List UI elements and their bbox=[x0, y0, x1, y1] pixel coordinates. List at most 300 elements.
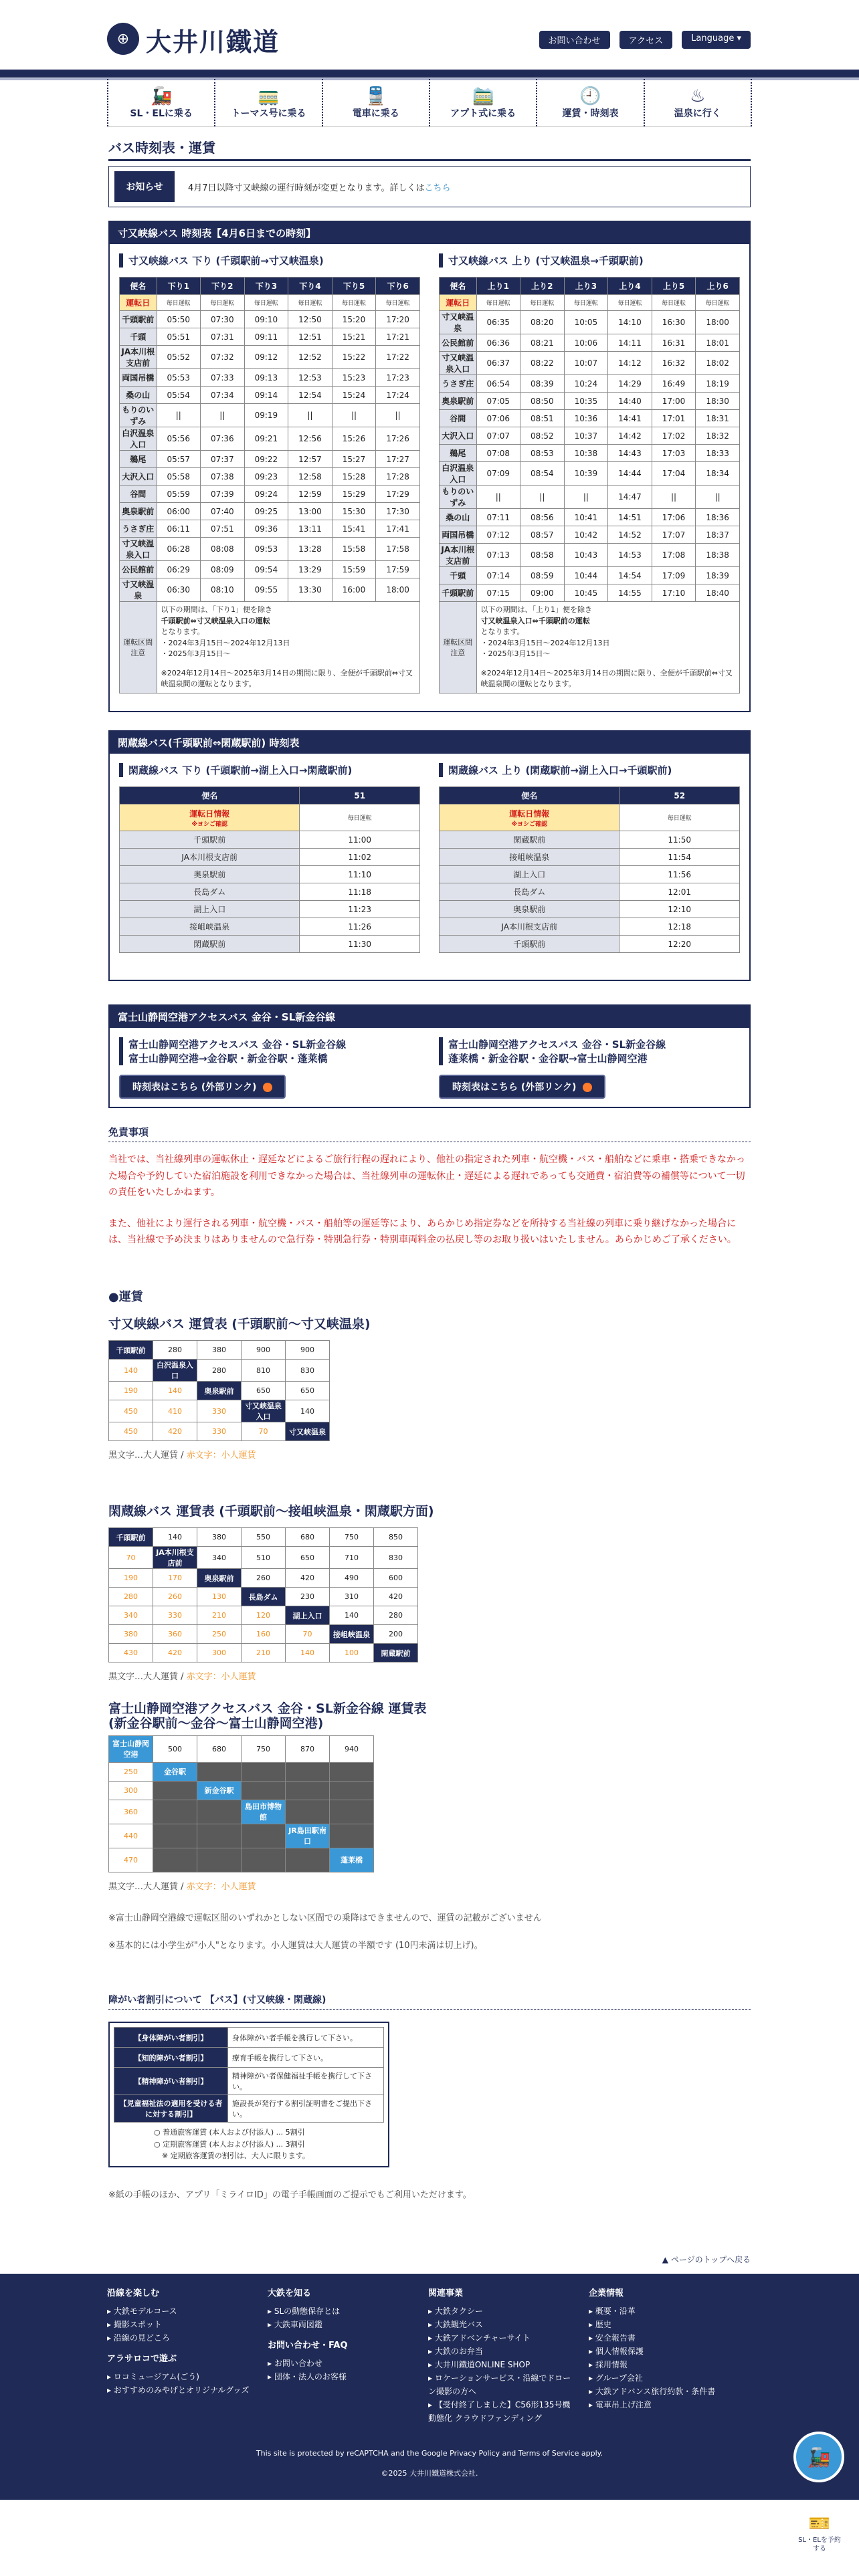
time-cell: 05:50 bbox=[157, 311, 201, 328]
time-cell: 12:53 bbox=[288, 369, 332, 387]
copyright: ©2025 大井川鐵道株式会社. bbox=[381, 2469, 478, 2478]
time-cell: 12:01 bbox=[619, 883, 740, 901]
fare-row bbox=[109, 1588, 418, 1606]
nav-item-1[interactable] bbox=[214, 79, 321, 126]
fare-row bbox=[109, 1547, 418, 1569]
fare-cell: 680 bbox=[286, 1528, 330, 1547]
disclaimer-p1: 当社では、当社線列車の運転休止・遅延などによるご旅行行程の遅れにより、他社の指定された列車・航空機・バス・船舶などに乗車・搭乗できなかった場合や予約していた宿泊施設を利用できなかった場合は、当社線列車の運転休止・遅延による遅れであっても交通費・宿泊費等の補償等について一切の責任をいたしかねます。 bbox=[108, 1154, 745, 1198]
fare-cell: 900 bbox=[286, 1341, 330, 1360]
site-logo[interactable]: 大井川鐵道 bbox=[146, 27, 280, 57]
fare-cell: 280 bbox=[374, 1606, 418, 1625]
table-row bbox=[440, 393, 740, 410]
time-cell: 17:27 bbox=[376, 451, 420, 468]
time-cell: 07:15 bbox=[476, 584, 520, 602]
fare-stop: 閑蔵駅前 bbox=[374, 1644, 418, 1662]
time-cell: 14:43 bbox=[608, 445, 652, 462]
time-cell: 18:19 bbox=[696, 375, 740, 393]
time-cell: 08:57 bbox=[520, 526, 565, 544]
nav-item-3[interactable] bbox=[429, 79, 536, 126]
discount-type: 【精神障がい者割引】 bbox=[114, 2068, 228, 2095]
fare-cell: 340 bbox=[109, 1606, 153, 1625]
fare-cell: 440 bbox=[109, 1824, 153, 1848]
fare-cell: 360 bbox=[109, 1800, 153, 1824]
fare-cell: 280 bbox=[153, 1341, 197, 1360]
sumata-down-table bbox=[119, 277, 420, 693]
fuji-fare-title: 富士山静岡空港アクセスバス 金谷・SL新金谷線 運賃表 (新金谷駅前〜金谷〜富士山静岡空港) bbox=[108, 1701, 427, 1731]
table-row bbox=[440, 866, 740, 883]
time-cell: 07:06 bbox=[476, 410, 520, 427]
time-cell: 17:04 bbox=[652, 462, 696, 486]
time-cell: 07:08 bbox=[476, 445, 520, 462]
time-cell: 18:39 bbox=[696, 567, 740, 584]
fare-cell: 140 bbox=[109, 1360, 153, 1382]
stop-name: 公民館前 bbox=[120, 561, 157, 578]
fare-cell: 210 bbox=[197, 1606, 242, 1625]
time-cell: 08:20 bbox=[520, 311, 565, 334]
op-cell: 毎日運転 bbox=[619, 804, 740, 831]
time-cell: 05:53 bbox=[157, 369, 201, 387]
stop-name: 桑の山 bbox=[120, 387, 157, 404]
fuji-right-link-button[interactable]: 時刻表はこちら (外部リンク) bbox=[439, 1075, 605, 1099]
time-cell: 15:22 bbox=[332, 346, 376, 369]
fare-cell: 420 bbox=[374, 1588, 418, 1606]
time-cell: 18:30 bbox=[696, 393, 740, 410]
stop-name: 桑の山 bbox=[440, 509, 477, 526]
footer-link[interactable]: ▸ 概要・沿革 bbox=[589, 2304, 743, 2318]
op-cell: 毎日運転 bbox=[201, 295, 245, 311]
fare-cell bbox=[197, 1824, 242, 1848]
fare-stop: 寸又峡温泉入口 bbox=[242, 1400, 286, 1422]
stop-name: JA本川根支店前 bbox=[440, 918, 619, 936]
footer-link[interactable]: ▸ SLの動態保存とは bbox=[268, 2304, 415, 2318]
table-row bbox=[120, 468, 420, 486]
time-cell: || bbox=[201, 404, 245, 427]
fare-row bbox=[109, 1569, 418, 1588]
fare-stop: 千頭駅前 bbox=[109, 1341, 153, 1360]
fare-cell: 380 bbox=[109, 1625, 153, 1644]
kanzo-up-table bbox=[439, 786, 740, 953]
footer-link[interactable]: ▸ 大鉄モデルコース bbox=[107, 2304, 254, 2318]
fare-row bbox=[109, 1606, 418, 1625]
time-cell: 12:54 bbox=[288, 387, 332, 404]
time-cell: 11:50 bbox=[619, 831, 740, 849]
table-row bbox=[120, 901, 420, 918]
notice-box bbox=[108, 166, 751, 207]
fare-stop: 寸又峡温泉 bbox=[286, 1422, 330, 1441]
nav-bar bbox=[0, 70, 859, 78]
fare-cell: 750 bbox=[330, 1528, 374, 1547]
fare-cell: 380 bbox=[197, 1528, 242, 1547]
table-row bbox=[120, 369, 420, 387]
nav-item-2[interactable] bbox=[322, 79, 429, 126]
fare-cell: 140 bbox=[153, 1528, 197, 1547]
note-label: 運転区間注意 bbox=[440, 602, 477, 693]
column-header: 51 bbox=[300, 787, 420, 804]
time-cell: 12:52 bbox=[288, 346, 332, 369]
footer-link[interactable]: ▸ 採用情報 bbox=[589, 2358, 743, 2371]
fare-row bbox=[109, 1625, 418, 1644]
fare-cell bbox=[197, 1848, 242, 1872]
op-cell: 毎日運転 bbox=[300, 804, 420, 831]
fare-cell: 380 bbox=[197, 1341, 242, 1360]
fare-stop: 富士山静岡空港 bbox=[109, 1735, 153, 1762]
sumata-timetable-section bbox=[108, 221, 751, 712]
time-cell: 08:08 bbox=[201, 538, 245, 561]
train-icon: 🚂 bbox=[807, 2446, 831, 2468]
time-cell: 07:39 bbox=[201, 486, 245, 503]
footer-link[interactable]: ▸ 大鉄アドバンス旅行約款・条件書 bbox=[589, 2385, 743, 2398]
fare-row bbox=[109, 1422, 330, 1441]
time-cell: 18:02 bbox=[696, 352, 740, 375]
table-row bbox=[120, 883, 420, 901]
time-cell: 12:10 bbox=[619, 901, 740, 918]
fare-cell: 260 bbox=[153, 1588, 197, 1606]
time-cell: 16:30 bbox=[652, 311, 696, 334]
time-cell: 10:37 bbox=[564, 427, 608, 445]
time-cell: 08:22 bbox=[520, 352, 565, 375]
header-link-2[interactable]: Language ▾ bbox=[682, 31, 751, 49]
time-cell: 09:19 bbox=[244, 404, 288, 427]
table-row bbox=[440, 410, 740, 427]
footer-link[interactable]: ▸ 大鉄車両図鑑 bbox=[268, 2318, 415, 2331]
fare-stop: 奥泉駅前 bbox=[197, 1569, 242, 1588]
stop-name: 鵜尾 bbox=[440, 445, 477, 462]
fare-row bbox=[109, 1644, 418, 1662]
table-row bbox=[120, 427, 420, 451]
footer-heading: 企業情報 bbox=[589, 2288, 624, 2298]
header-link-0[interactable]: お問い合わせ bbox=[539, 31, 610, 49]
time-cell: 10:06 bbox=[564, 334, 608, 352]
op-cell: 毎日運転 bbox=[376, 295, 420, 311]
column-header: 上り2 bbox=[520, 278, 565, 295]
table-row bbox=[440, 352, 740, 375]
fare-cell: 300 bbox=[197, 1644, 242, 1662]
fare-cell: 750 bbox=[242, 1735, 286, 1762]
time-cell: 07:11 bbox=[476, 509, 520, 526]
time-cell: 17:28 bbox=[376, 468, 420, 486]
time-cell: 09:10 bbox=[244, 311, 288, 328]
stop-name: 接岨峡温泉 bbox=[440, 849, 619, 866]
footer-link[interactable]: ▸ グループ会社 bbox=[589, 2371, 743, 2385]
discount-row bbox=[114, 2068, 384, 2095]
fare-cell: 420 bbox=[286, 1569, 330, 1588]
time-cell: 15:58 bbox=[332, 538, 376, 561]
fare-cell: 250 bbox=[197, 1625, 242, 1644]
notice-link[interactable]: こちら bbox=[424, 183, 451, 193]
time-cell: 17:26 bbox=[376, 427, 420, 451]
time-cell: 09:23 bbox=[244, 468, 288, 486]
fare-cell: 140 bbox=[286, 1644, 330, 1662]
time-cell: 18:01 bbox=[696, 334, 740, 352]
footer-link[interactable]: ▸ 大井川鐵道ONLINE SHOP bbox=[428, 2358, 575, 2371]
time-cell: 17:01 bbox=[652, 410, 696, 427]
fare-stop: JA本川根支店前 bbox=[153, 1547, 197, 1569]
time-cell: 08:58 bbox=[520, 544, 565, 567]
table-row bbox=[440, 375, 740, 393]
discount-type: 【身体障がい者割引】 bbox=[114, 2028, 228, 2048]
footer-link[interactable]: ▸ 沿線の見どころ bbox=[107, 2331, 254, 2345]
footer-link[interactable]: ▸ 大鉄のお弁当 bbox=[428, 2345, 575, 2358]
op-label: 運転日情報 ※ヨシご確認 bbox=[440, 804, 619, 831]
fare-cell: 140 bbox=[286, 1400, 330, 1422]
fare-cell bbox=[242, 1762, 286, 1781]
footer-link[interactable]: ▸ 大鉄観光バス bbox=[428, 2318, 575, 2331]
sumata-up-table bbox=[439, 277, 740, 693]
table-row bbox=[120, 866, 420, 883]
time-cell: 07:37 bbox=[201, 451, 245, 468]
time-cell: 07:32 bbox=[201, 346, 245, 369]
fare-cell: 420 bbox=[153, 1422, 197, 1441]
nav-icon: 🚞 bbox=[472, 86, 494, 106]
stop-name: 奥泉駅前 bbox=[440, 393, 477, 410]
footer-link[interactable]: ▸ 歴史 bbox=[589, 2318, 743, 2331]
time-cell: 10:44 bbox=[564, 567, 608, 584]
time-cell: 18:40 bbox=[696, 584, 740, 602]
footer-link[interactable]: ▸ 撮影スポット bbox=[107, 2318, 254, 2331]
time-cell: 08:10 bbox=[201, 578, 245, 602]
nav-icon: 🚆 bbox=[365, 86, 387, 106]
time-cell: 07:05 bbox=[476, 393, 520, 410]
fuji-fare-table bbox=[108, 1735, 374, 1872]
fare-cell: 650 bbox=[286, 1547, 330, 1569]
time-cell: 10:07 bbox=[564, 352, 608, 375]
time-cell: 14:52 bbox=[608, 526, 652, 544]
stop-name: うさぎ庄 bbox=[120, 520, 157, 538]
footer-link[interactable]: ▸ 大鉄アドベンチャーサイト bbox=[428, 2331, 575, 2345]
time-cell: 17:41 bbox=[376, 520, 420, 538]
sumata-fare-table bbox=[108, 1340, 330, 1441]
footer-link[interactable]: ▸ ロケーションサービス・沿線でドローン撮影の方へ bbox=[428, 2371, 575, 2398]
table-row bbox=[120, 936, 420, 953]
fare-cell: 810 bbox=[242, 1360, 286, 1382]
fuji-section bbox=[108, 1004, 751, 1108]
notice-label: お知らせ bbox=[114, 171, 175, 202]
time-cell: 12:50 bbox=[288, 311, 332, 328]
time-cell: 18:31 bbox=[696, 410, 740, 427]
fare-cell: 650 bbox=[286, 1382, 330, 1400]
recaptcha-note: This site is protected by reCAPTCHA and the Google Privacy Policy and Terms of Service apply. bbox=[256, 2449, 603, 2458]
stop-name: 谷間 bbox=[440, 410, 477, 427]
table-row bbox=[120, 849, 420, 866]
discount-row bbox=[114, 2095, 384, 2123]
time-cell: 17:22 bbox=[376, 346, 420, 369]
logo-icon[interactable]: ⊕ bbox=[107, 23, 139, 55]
fare-cell: 70 bbox=[109, 1547, 153, 1569]
time-cell: 17:06 bbox=[652, 509, 696, 526]
column-header: 便名 bbox=[440, 278, 477, 295]
time-cell: 17:08 bbox=[652, 544, 696, 567]
op-cell: 毎日運転 bbox=[520, 295, 565, 311]
time-cell: 18:37 bbox=[696, 526, 740, 544]
ticket-icon: 🎫 bbox=[808, 2514, 831, 2534]
column-header: 52 bbox=[619, 787, 740, 804]
reserve-float-button[interactable]: 🎫 SL・ELを予約する bbox=[796, 2513, 843, 2567]
table-row bbox=[440, 486, 740, 509]
fare-cell: 310 bbox=[330, 1588, 374, 1606]
time-cell: 10:39 bbox=[564, 462, 608, 486]
time-cell: 08:52 bbox=[520, 427, 565, 445]
time-cell: 09:11 bbox=[244, 328, 288, 346]
fare-cell: 940 bbox=[330, 1735, 374, 1762]
nav-item-4[interactable] bbox=[536, 79, 643, 126]
op-label: 運転日情報 ※ヨシご確認 bbox=[120, 804, 300, 831]
time-cell: 10:24 bbox=[564, 375, 608, 393]
time-cell: 09:53 bbox=[244, 538, 288, 561]
footer-heading: アラサロコで遊ぶ bbox=[107, 2354, 177, 2364]
time-cell: 18:32 bbox=[696, 427, 740, 445]
stop-name: 長島ダム bbox=[120, 883, 300, 901]
footer-link[interactable]: ▸ 【受付終了しました】C56形135号機動態化 クラウドファンディング bbox=[428, 2398, 575, 2425]
stop-name: 寸又峡温泉 bbox=[120, 578, 157, 602]
table-row bbox=[440, 831, 740, 849]
time-cell: 07:14 bbox=[476, 567, 520, 584]
fare-row bbox=[109, 1848, 374, 1872]
time-cell: || bbox=[696, 486, 740, 509]
time-cell: 16:31 bbox=[652, 334, 696, 352]
page-top-link[interactable]: ▲ ページのトップへ戻る bbox=[662, 2255, 751, 2264]
stop-name: 寸又峡温泉 bbox=[440, 311, 477, 334]
table-row bbox=[120, 918, 420, 936]
stop-name: 長島ダム bbox=[440, 883, 619, 901]
discount-requirement: 療育手帳を携行して下さい。 bbox=[228, 2048, 384, 2068]
time-cell: 17:20 bbox=[376, 311, 420, 328]
time-cell: 14:53 bbox=[608, 544, 652, 567]
time-cell: 08:54 bbox=[520, 462, 565, 486]
time-cell: 17:00 bbox=[652, 393, 696, 410]
fare-cell: 120 bbox=[242, 1606, 286, 1625]
op-label: 運転日 bbox=[440, 295, 477, 311]
app-note: ※紙の手帳のほか、アプリ「ミライロID」の電子手帳画面のご提示でもご利用いただけます。 bbox=[108, 2189, 472, 2200]
stop-name: 千頭駅前 bbox=[120, 311, 157, 328]
time-cell: 08:56 bbox=[520, 509, 565, 526]
table-row bbox=[440, 901, 740, 918]
footer-heading: 大鉄を知る bbox=[268, 2288, 312, 2298]
op-cell: 毎日運転 bbox=[564, 295, 608, 311]
footer-link[interactable]: ▸ ロコミュージアム(ごう) bbox=[107, 2370, 254, 2383]
fare-cell bbox=[330, 1824, 374, 1848]
fare-cell: 450 bbox=[109, 1422, 153, 1441]
fare-cell: 300 bbox=[109, 1781, 153, 1800]
disclaimer-p2: また、他社により運行される列車・航空機・バス・船舶等の運延等により、あらかじめ指定券などを所持する当社線の列車に乗り継げなかった場合には、当社線で予め決まりはありませんので急行券・特別急行券・特別車両料金の払戻し等のお取り扱いはいたしません。あらかじめご了承ください。 bbox=[108, 1218, 737, 1245]
footer-link[interactable]: ▸ 大鉄タクシー bbox=[428, 2304, 575, 2318]
time-cell: || bbox=[376, 404, 420, 427]
fare-cell: 650 bbox=[242, 1382, 286, 1400]
fare-cell: 190 bbox=[109, 1569, 153, 1588]
time-cell: 18:00 bbox=[696, 311, 740, 334]
fare-cell bbox=[242, 1824, 286, 1848]
column-header: 下り1 bbox=[157, 278, 201, 295]
fare-stop: 新金谷駅 bbox=[197, 1781, 242, 1800]
footer-link[interactable]: ▸ 電車吊上げ注意 bbox=[589, 2398, 743, 2411]
notice-text: 4月7日以降寸又峡線の運行時刻が変更となります。詳しくはこちら bbox=[188, 183, 451, 193]
time-cell: 12:58 bbox=[288, 468, 332, 486]
stop-name: 両国吊橋 bbox=[440, 526, 477, 544]
fare-cell: 830 bbox=[374, 1547, 418, 1569]
time-cell: 08:59 bbox=[520, 567, 565, 584]
time-cell: 07:13 bbox=[476, 544, 520, 567]
time-cell: 10:43 bbox=[564, 544, 608, 567]
stop-name: 千頭駅前 bbox=[440, 584, 477, 602]
fare-cell: 100 bbox=[330, 1644, 374, 1662]
site-footer bbox=[0, 2274, 859, 2500]
nav-label: トーマス号に乗る bbox=[231, 108, 306, 119]
time-cell: 17:30 bbox=[376, 503, 420, 520]
time-cell: 15:23 bbox=[332, 369, 376, 387]
nav-icon: ♨ bbox=[690, 86, 706, 106]
stop-name: 奥泉駅前 bbox=[440, 901, 619, 918]
footer-link[interactable]: ▸ 団体・法人のお客様 bbox=[268, 2370, 415, 2383]
footer-link[interactable]: ▸ 個人情報保護 bbox=[589, 2345, 743, 2358]
fare-cell: 280 bbox=[109, 1588, 153, 1606]
fare-cell bbox=[330, 1800, 374, 1824]
nav-item-5[interactable] bbox=[644, 79, 752, 126]
footer-heading: 沿線を楽しむ bbox=[107, 2288, 160, 2298]
footer-link[interactable]: ▸ おすすめのみやげとオリジナルグッズ bbox=[107, 2383, 254, 2397]
fare-cell bbox=[153, 1800, 197, 1824]
discount-requirement: 身体障がい者手帳を携行して下さい。 bbox=[228, 2028, 384, 2048]
kanzo-fare-title: 閑蔵線バス 運賃表 (千頭駅前〜接岨峡温泉・閑蔵駅方面) bbox=[108, 1504, 434, 1519]
fare-cell bbox=[286, 1762, 330, 1781]
column-header: 便名 bbox=[120, 278, 157, 295]
fare-cell: 330 bbox=[153, 1606, 197, 1625]
time-cell: 14:55 bbox=[608, 584, 652, 602]
fare-stop: 白沢温泉入口 bbox=[153, 1360, 197, 1382]
fare-cell: 130 bbox=[197, 1588, 242, 1606]
stop-name: 鵜尾 bbox=[120, 451, 157, 468]
stop-name: 湖上入口 bbox=[120, 901, 300, 918]
time-cell: 07:07 bbox=[476, 427, 520, 445]
stop-name: JA本川根支店前 bbox=[120, 346, 157, 369]
time-cell: 16:49 bbox=[652, 375, 696, 393]
sl-reserve-badge[interactable] bbox=[793, 2432, 844, 2482]
fare-stop: 接岨峡温泉 bbox=[330, 1625, 374, 1644]
fare-cell bbox=[242, 1848, 286, 1872]
time-cell: 18:38 bbox=[696, 544, 740, 567]
discount-requirement: 施設長が発行する割引証明書をご提出下さい。 bbox=[228, 2095, 384, 2123]
nav-item-0[interactable] bbox=[107, 79, 214, 126]
stop-name: 谷間 bbox=[120, 486, 157, 503]
fare-cell: 510 bbox=[242, 1547, 286, 1569]
time-cell: 05:58 bbox=[157, 468, 201, 486]
table-row bbox=[120, 404, 420, 427]
time-cell: 09:22 bbox=[244, 451, 288, 468]
time-cell: 06:29 bbox=[157, 561, 201, 578]
fare-cell: 140 bbox=[153, 1382, 197, 1400]
stop-name: 白沢温泉入口 bbox=[440, 462, 477, 486]
op-cell: 毎日運転 bbox=[288, 295, 332, 311]
time-cell: 15:27 bbox=[332, 451, 376, 468]
time-cell: 07:31 bbox=[201, 328, 245, 346]
stop-name: 大沢入口 bbox=[440, 427, 477, 445]
footer-link[interactable]: ▸ 安全報告書 bbox=[589, 2331, 743, 2345]
time-cell: 12:18 bbox=[619, 918, 740, 936]
time-cell: 08:51 bbox=[520, 410, 565, 427]
time-cell: 11:30 bbox=[300, 936, 420, 953]
stop-name: もりのいずみ bbox=[120, 404, 157, 427]
time-cell: 17:23 bbox=[376, 369, 420, 387]
time-cell: 06:35 bbox=[476, 311, 520, 334]
time-cell: 15:30 bbox=[332, 503, 376, 520]
footer-link[interactable]: ▸ お問い合わせ bbox=[268, 2357, 415, 2370]
fare-cell: 420 bbox=[153, 1644, 197, 1662]
time-cell: 18:34 bbox=[696, 462, 740, 486]
op-cell: 毎日運転 bbox=[476, 295, 520, 311]
stop-name: もりのいずみ bbox=[440, 486, 477, 509]
fuji-left-link-button[interactable]: 時刻表はこちら (外部リンク) bbox=[119, 1075, 286, 1099]
header-link-1[interactable]: アクセス bbox=[619, 31, 673, 49]
time-cell: 11:18 bbox=[300, 883, 420, 901]
time-cell: || bbox=[332, 404, 376, 427]
